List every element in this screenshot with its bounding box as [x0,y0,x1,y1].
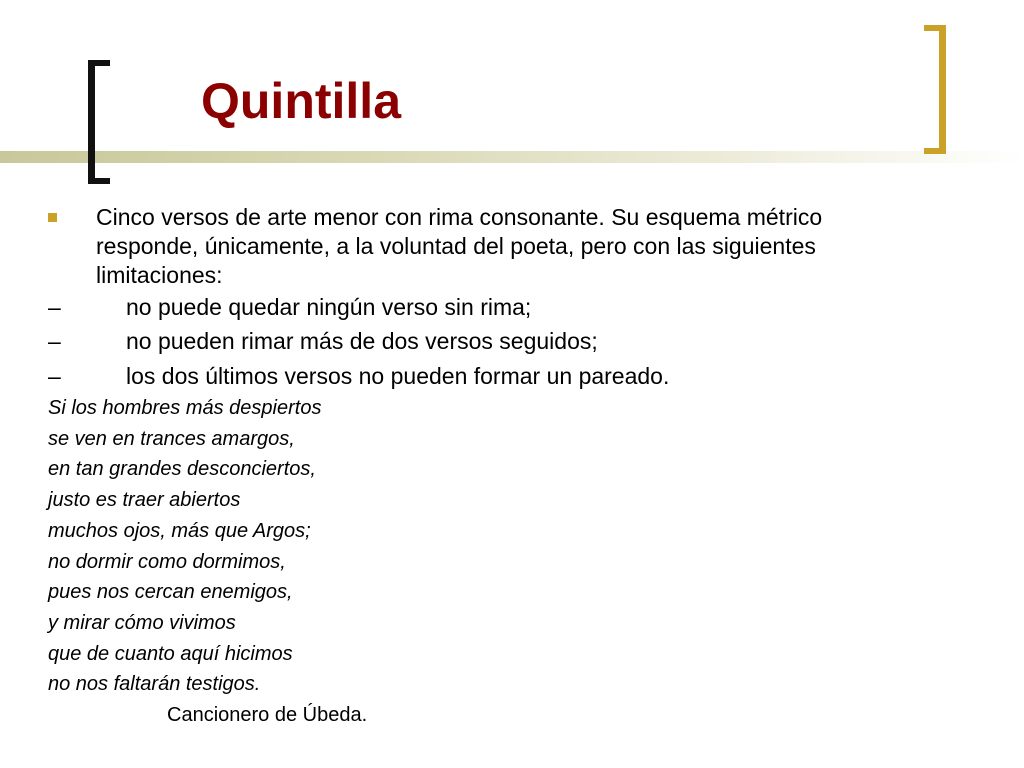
bullet-text: Cinco versos de arte menor con rima consonante. Su esquema métrico responde, únicamente, a la voluntad del poeta, pero con las siguientes limitaciones: [96,204,823,288]
dash-item-text: no puede quedar ningún verso sin rima; [126,294,532,320]
poem-line: no dormir como dormimos, [48,550,286,573]
poem-attribution: Cancionero de Úbeda. [167,704,368,726]
right-bracket-decoration [924,25,946,154]
title-decoration-band [0,151,1024,163]
square-bullet-icon [48,213,57,222]
dash-marker: – [48,328,61,354]
dash-item-text: no pueden rimar más de dos versos seguidos; [126,328,598,354]
dash-marker: – [48,363,61,389]
dash-marker: – [48,294,61,320]
slide-title: Quintilla [201,73,401,129]
poem [48,393,321,700]
poem-line: pues nos cercan enemigos, [48,581,293,604]
poem-line: y mirar cómo vivimos [48,611,236,634]
poem-line: en tan grandes desconciertos, [48,458,316,481]
left-bracket-decoration [88,60,110,184]
poem-line: Si los hombres más despiertos [48,397,322,419]
bullet-item [48,203,928,290]
poem-line: muchos ojos, más que Argos; [48,519,311,542]
poem-line: no nos faltarán testigos. [48,673,261,696]
dash-item-text: los dos últimos versos no pueden formar un pareado. [126,363,670,389]
poem-line: que de cuanto aquí hicimos [48,642,293,665]
poem-line: se ven en trances amargos, [48,427,295,450]
poem-line: justo es traer abiertos [48,489,241,512]
